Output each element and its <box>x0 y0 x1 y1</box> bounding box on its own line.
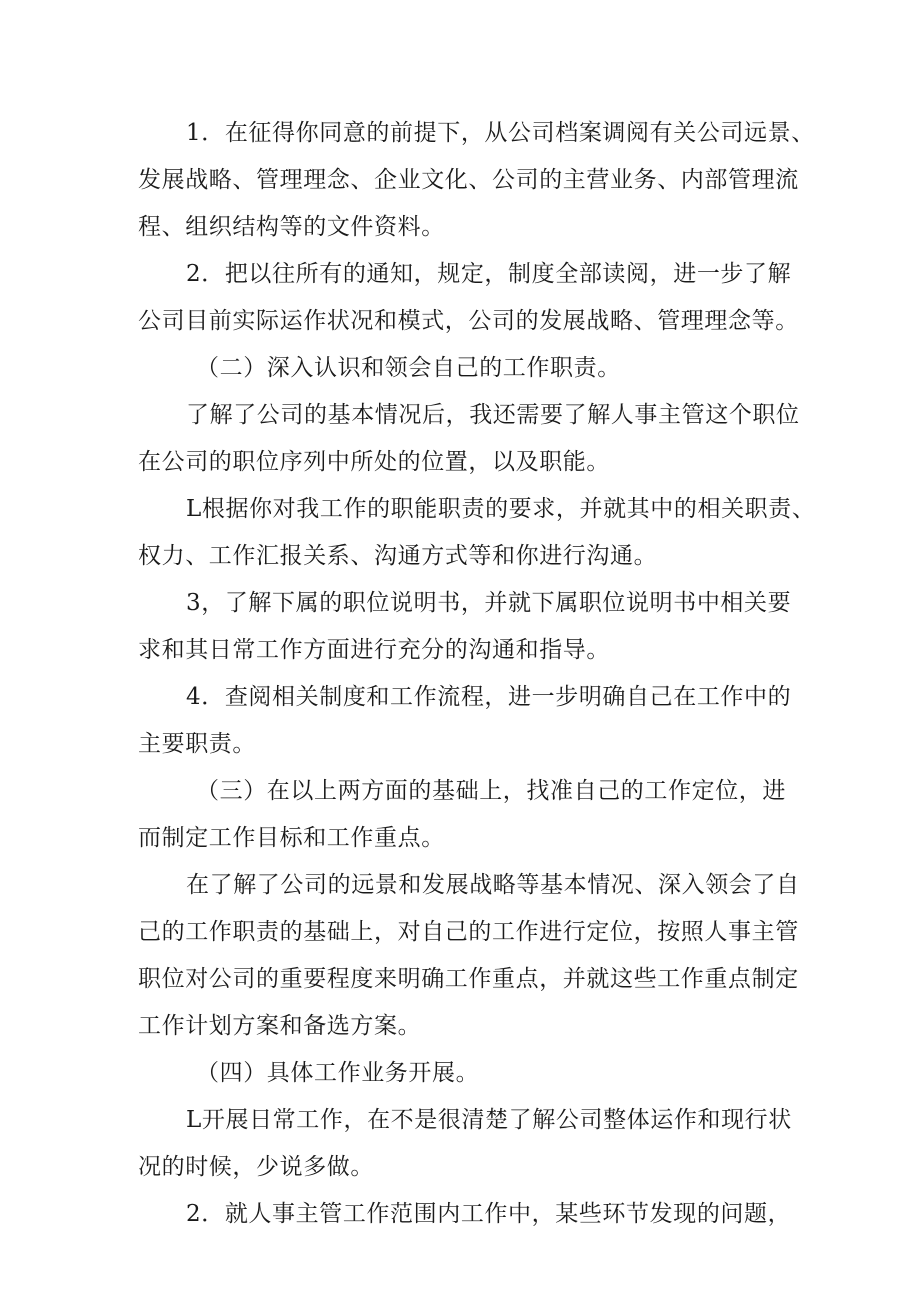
text-line: 求和其日常工作方面进行充分的沟通和指导。 <box>138 637 610 663</box>
text-line: 4．查阅相关制度和工作流程，进一步明确自己在工作中的 <box>186 684 792 710</box>
text-line: 而制定工作目标和工作重点。 <box>138 825 445 851</box>
text-line: 3，了解下属的职位说明书，并就下属职位说明书中相关要 <box>186 590 792 616</box>
text-line: 了解了公司的基本情况后，我还需要了解人事主管这个职位 <box>186 402 800 428</box>
text-line: 1．在征得你同意的前提下，从公司档案调阅有关公司远景、 <box>186 120 815 146</box>
text-line: 己的工作职责的基础上，对自己的工作进行定位，按照人事主管 <box>138 919 799 945</box>
text-line: 况的时候，少说多做。 <box>138 1154 374 1180</box>
text-line: 2．把以往所有的通知，规定，制度全部读阅，进一步了解 <box>186 261 792 287</box>
text-line: 主要职责。 <box>138 731 256 757</box>
text-line: 在了解了公司的远景和发展战略等基本情况、深入领会了自 <box>186 872 800 898</box>
section-heading: （三）在以上两方面的基础上，找准自己的工作定位，进 <box>196 778 786 804</box>
text-line: 职位对公司的重要程度来明确工作重点，并就这些工作重点制定 <box>138 966 799 992</box>
text-line: 公司目前实际运作状况和模式，公司的发展战略、管理理念等。 <box>138 308 799 334</box>
text-line: 程、组织结构等的文件资料。 <box>138 214 445 240</box>
section-heading: （二）深入认识和领会自己的工作职责。 <box>196 355 621 381</box>
text-line: 权力、工作汇报关系、沟通方式等和你进行沟通。 <box>138 543 658 569</box>
text-line: L根据你对我工作的职能职责的要求，并就其中的相关职责、 <box>186 496 816 522</box>
section-heading: （四）具体工作业务开展。 <box>196 1060 480 1086</box>
text-line: 2．就人事主管工作范围内工作中，某些环节发现的问题， <box>186 1201 792 1227</box>
text-line: 发展战略、管理理念、企业文化、公司的主营业务、内部管理流 <box>138 167 799 193</box>
text-line: 工作计划方案和备选方案。 <box>138 1013 422 1039</box>
text-line: 在公司的职位序列中所处的位置，以及职能。 <box>138 449 610 475</box>
text-line: L开展日常工作，在不是很清楚了解公司整体运作和现行状 <box>186 1107 792 1133</box>
